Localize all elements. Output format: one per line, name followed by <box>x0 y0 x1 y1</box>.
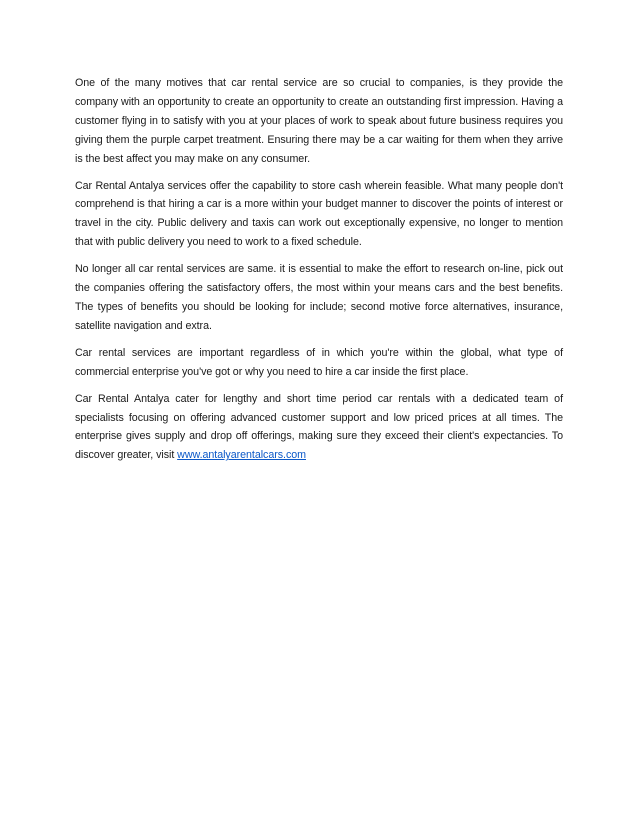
paragraph-4: Car rental services are important regardless of in which you're within the global, what type of commercial enterprise you've got or why you need to hire a car inside the first place. <box>75 346 563 378</box>
document-body <box>75 74 563 473</box>
paragraph-5-text: Car Rental Antalya cater for lengthy and short time period car rentals with a dedicated team of specialists focusing on offering advanced customer support and low priced prices at all times. The enterprise gives supply and drop off offerings, making sure they exceed their client's expectancies. To discover greater, visit <box>75 392 563 462</box>
website-link[interactable]: www.antalyarentalcars.com <box>177 449 306 462</box>
paragraph-1: One of the many motives that car rental service are so crucial to companies, is they provide the company with an opportunity to create an opportunity to create an outstanding first impression. Having a customer flying in to satisfy with you at your places of work to speak about future business requires you giving them the purple carpet treatment. Ensuring there may be a car waiting for them when they arrive is the best affect you may make on any consumer. <box>75 77 563 165</box>
paragraph-2: Car Rental Antalya services offer the capability to store cash wherein feasible. What many people don't comprehend is that hiring a car is a more within your budget manner to discover the points of interest or travel in the city. Public delivery and taxis can work out exceptionally expensive, no longer to mention that with public delivery you need to work to a fixed schedule. <box>75 179 563 249</box>
paragraph-5 <box>75 390 563 466</box>
paragraph-3: No longer all car rental services are same. it is essential to make the effort to research on-line, pick out the companies offering the satisfactory offers, the most within your means cars and the best benefits. The types of benefits you should be looking for include; second motive force alternatives, insurance, satellite navigation and extra. <box>75 263 563 332</box>
